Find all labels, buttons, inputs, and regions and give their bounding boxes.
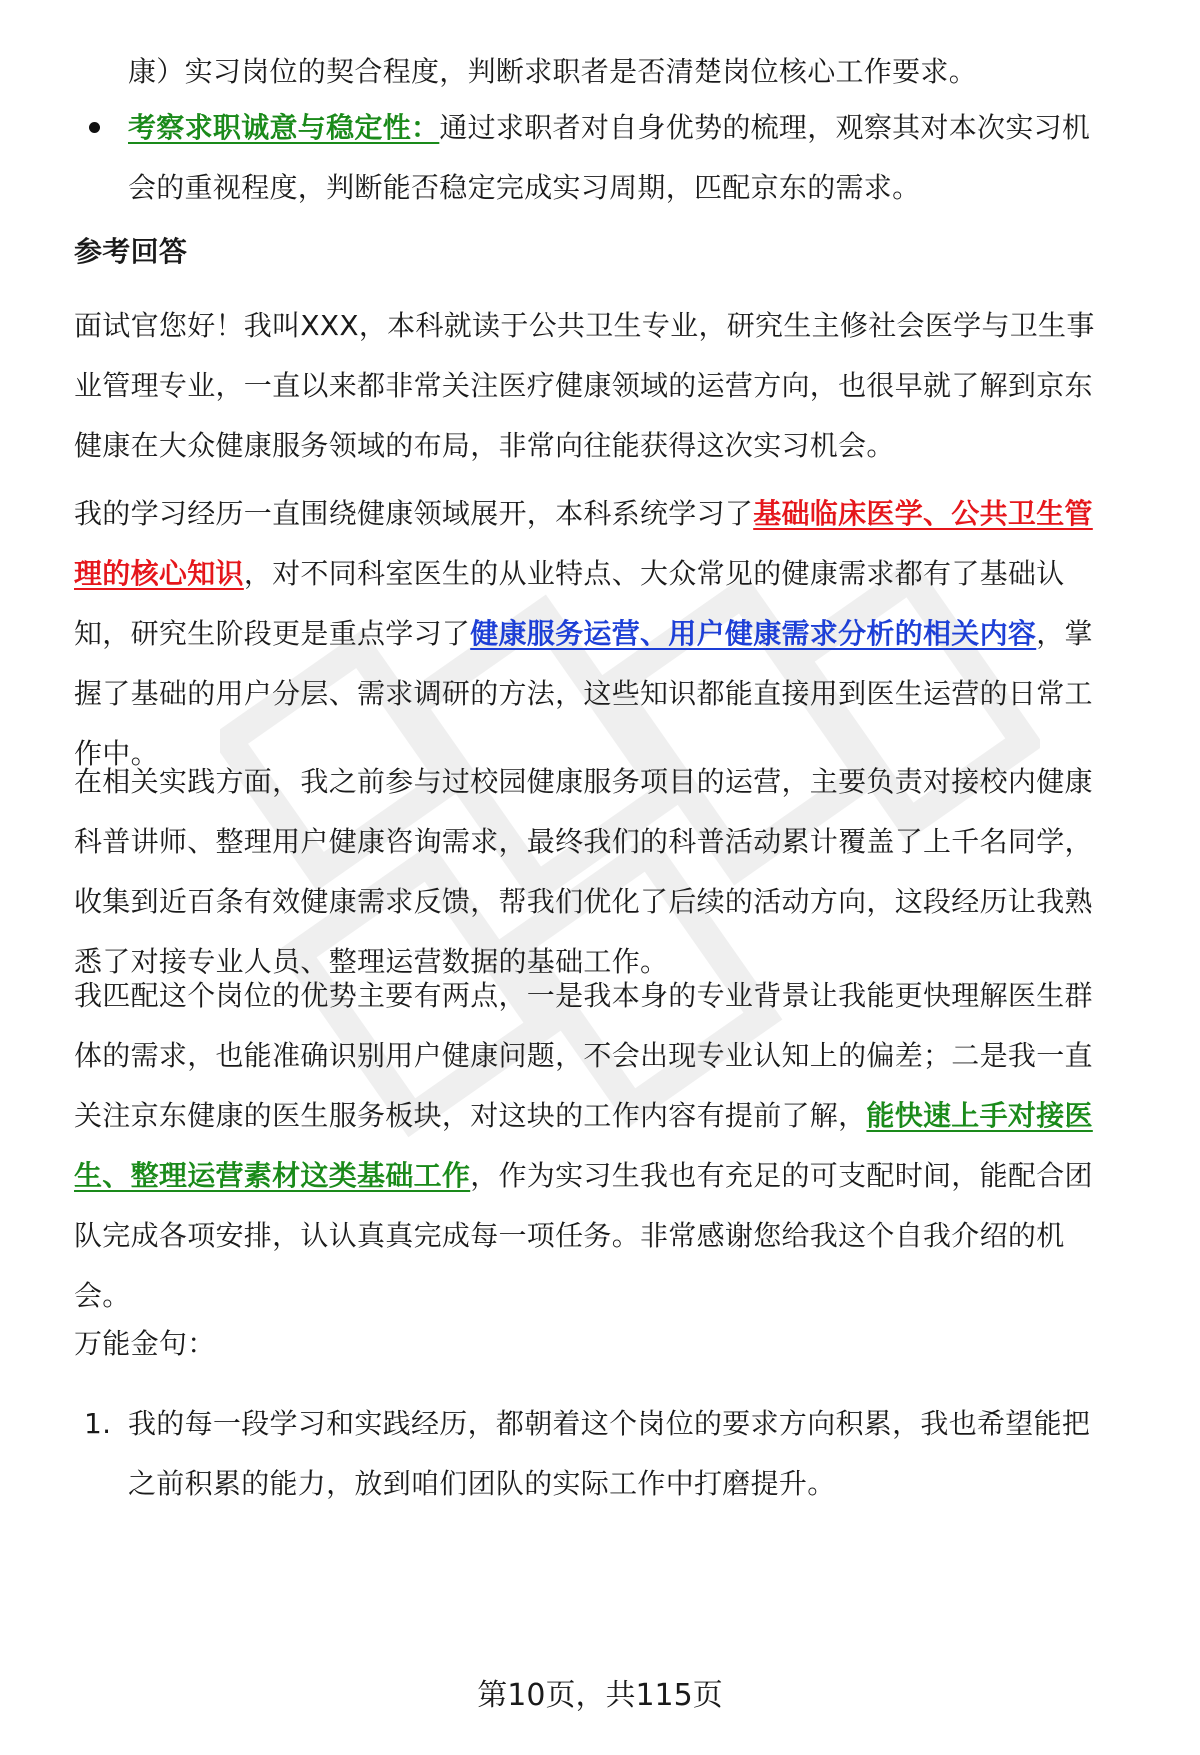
- highlight-green-2: 生、整理运营素材这类基础工作: [74, 1159, 471, 1192]
- bullet-label: 考察求职诚意与稳定性：: [128, 111, 440, 144]
- highlight-blue: 健康服务运营、用户健康需求分析的相关内容: [470, 617, 1037, 650]
- golden-heading: 万能金句：: [74, 1327, 216, 1360]
- list-item: 我的每一段学习和实践经历，都朝着这个岗位的要求方向积累，我也希望能把 之前积累的能力，放到咱们团队的实际工作中打磨提升。: [128, 1407, 1091, 1500]
- highlight-red-2: 理的核心知识: [74, 557, 244, 590]
- bullet-line-1: 考察求职诚意与稳定性：通过求职者对自身优势的梳理，观察其对本次实习机: [128, 111, 1091, 144]
- paragraph-intro: 面试官您好！我叫XXX，本科就读于公共卫生专业，研究生主修社会医学与卫生事 业管理专业，一直以来都非常关注医疗健康领域的运营方向，也很早就了解到京东 健康在大众健康服务领域的布局，非常向往能获得这次实习机会。: [74, 309, 1095, 462]
- paragraph-study: 我的学习经历一直围绕健康领域展开，本科系统学习了基础临床医学、公共卫生管 理的核心知识，对不同科室医生的从业特点、大众常见的健康需求都有了基础认 知，研究生阶段更是重点学习了健康服务运营、用户健康需求分析的相关内容，掌 握了基础的用户分层、需求调研的方法，这些知识都能直接用到医生运营的日常工 作中。: [74, 497, 1093, 770]
- list-number: 1.: [84, 1407, 112, 1440]
- highlight-green-1: 能快速上手对接医: [866, 1099, 1093, 1132]
- bullet-line-2: 会的重视程度，判断能否稳定完成实习周期，匹配京东的需求。: [128, 171, 921, 204]
- paragraph-practice: 在相关实践方面，我之前参与过校园健康服务项目的运营，主要负责对接校内健康 科普讲师、整理用户健康咨询需求，最终我们的科普活动累计覆盖了上千名同学， 收集到近百条有效健康需求反馈，帮我们优化了后续的活动方向，这段经历让我熟 悉了对接专业人员、整理运营数据的基础工作。: [74, 765, 1093, 978]
- paragraph-advantages: 我匹配这个岗位的优势主要有两点，一是我本身的专业背景让我能更快理解医生群 体的需求，也能准确识别用户健康问题，不会出现专业认知上的偏差；二是我一直 关注京东健康的医生服务板块，对这块的工作内容有提前了解，能快速上手对接医 生、整理运营素材这类基础工作，作为实习生我也有充足的可支配时间，能配合团 队完成各项安排，认认真真完成每一项任务。非常感谢您给我这个自我介绍的机 会。: [74, 979, 1093, 1312]
- page-footer: 第10页，共115页: [477, 1678, 723, 1713]
- highlight-red-1: 基础临床医学、公共卫生管: [753, 497, 1093, 530]
- section-heading: 参考回答: [74, 235, 188, 268]
- bullet-item: [128, 98, 1144, 218]
- continuation-line: 康）实习岗位的契合程度，判断求职者是否清楚岗位核心工作要求。: [128, 55, 978, 88]
- bullet-dot: [89, 122, 100, 133]
